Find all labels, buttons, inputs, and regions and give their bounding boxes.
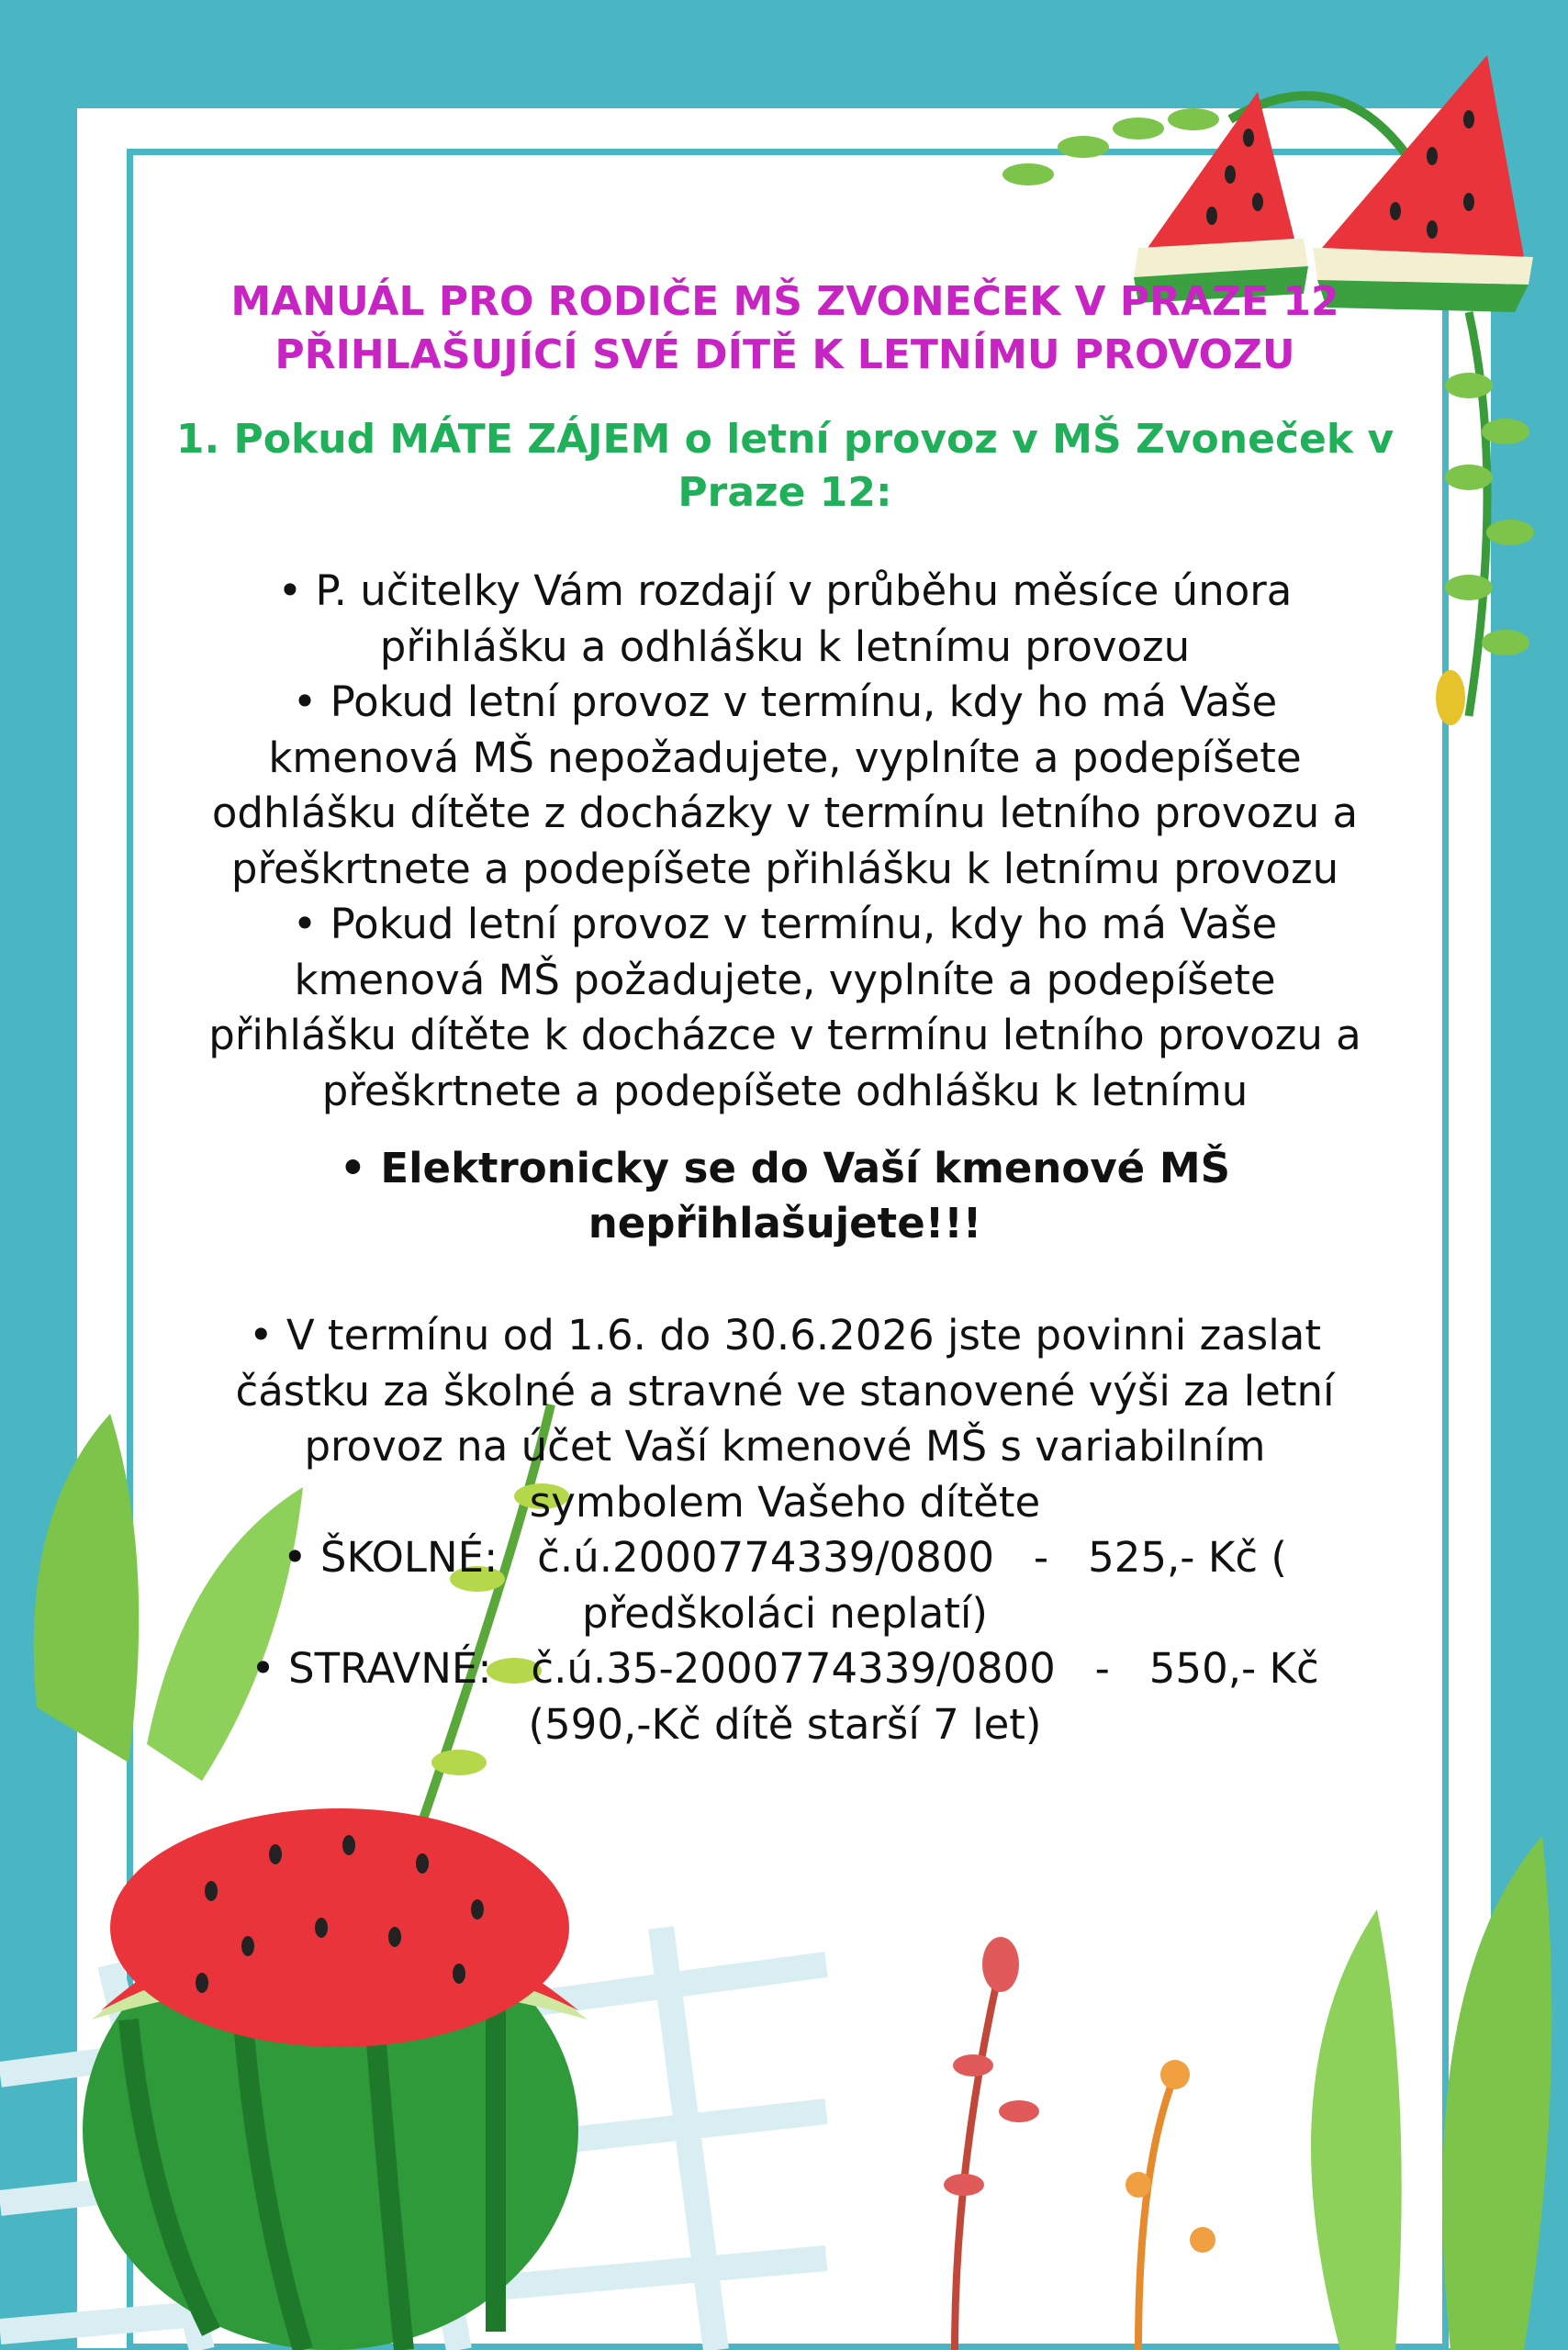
instructions-list xyxy=(138,564,1432,1119)
warning-text: • Elektronicky se do Vaší kmenové MŠ nepřihlašujete!!! xyxy=(339,1144,1231,1248)
page-title-line2: PŘIHLAŠUJÍCÍ SVÉ DÍTĚ K LETNÍMU PROVOZU xyxy=(274,331,1295,378)
payment-line: • V termínu od 1.6. do 30.6.2026 jste povinni zaslat xyxy=(249,1311,1321,1360)
payment-line: provoz na účet Vaší kmenové MŠ s variabilním xyxy=(304,1422,1266,1471)
payment-line: předškoláci neplatí) xyxy=(582,1588,988,1638)
main-content xyxy=(138,275,1432,1752)
list-item: přihlášku a odhlášku k letnímu provozu xyxy=(379,621,1191,671)
plants-decoration xyxy=(900,1799,1568,2350)
payment-line: (590,-Kč dítě starší 7 let) xyxy=(528,1699,1042,1749)
payment-info xyxy=(138,1308,1432,1752)
list-item: kmenová MŠ požadujete, vyplníte a podepíšete xyxy=(294,955,1276,1004)
list-item: • Pokud letní provoz v termínu, kdy ho má Vaše xyxy=(292,677,1278,726)
list-item: přeškrtnete a podepíšete odhlášku k letnímu xyxy=(321,1066,1249,1115)
list-item: odhlášku dítěte z docházky v termínu letního provozu a xyxy=(211,789,1359,837)
payment-line: • ŠKOLNÉ: č.ú.2000774339/0800 - 525,- Kč ( xyxy=(283,1533,1287,1582)
section-heading-line1: 1. Pokud MÁTE ZÁJEM o letní provoz v MŠ Zvoneček v xyxy=(175,416,1394,463)
list-item: • Pokud letní provoz v termínu, kdy ho má Vaše xyxy=(292,900,1278,948)
list-item: kmenová MŠ nepožadujete, vyplníte a podepíšete xyxy=(268,733,1302,782)
section-heading-line2: Praze 12: xyxy=(678,469,892,516)
list-item: přihlášku dítěte k docházce v termínu letního provozu a xyxy=(208,1011,1361,1059)
page-title-line1: MANUÁL PRO RODIČE MŠ ZVONEČEK V PRAZE 12 xyxy=(230,278,1339,325)
list-item: • P. učitelky Vám rozdají v průběhu měsíce února xyxy=(277,566,1293,615)
payment-line: částku za školné a stravné ve stanovené výši za letní xyxy=(235,1366,1335,1416)
payment-line: • STRAVNÉ: č.ú.35-2000774339/0800 - 550,- Kč xyxy=(251,1644,1319,1693)
list-item: přeškrtnete a podepíšete přihlášku k letnímu provozu xyxy=(230,844,1339,893)
payment-line: symbolem Vašeho dítěte xyxy=(529,1477,1041,1527)
